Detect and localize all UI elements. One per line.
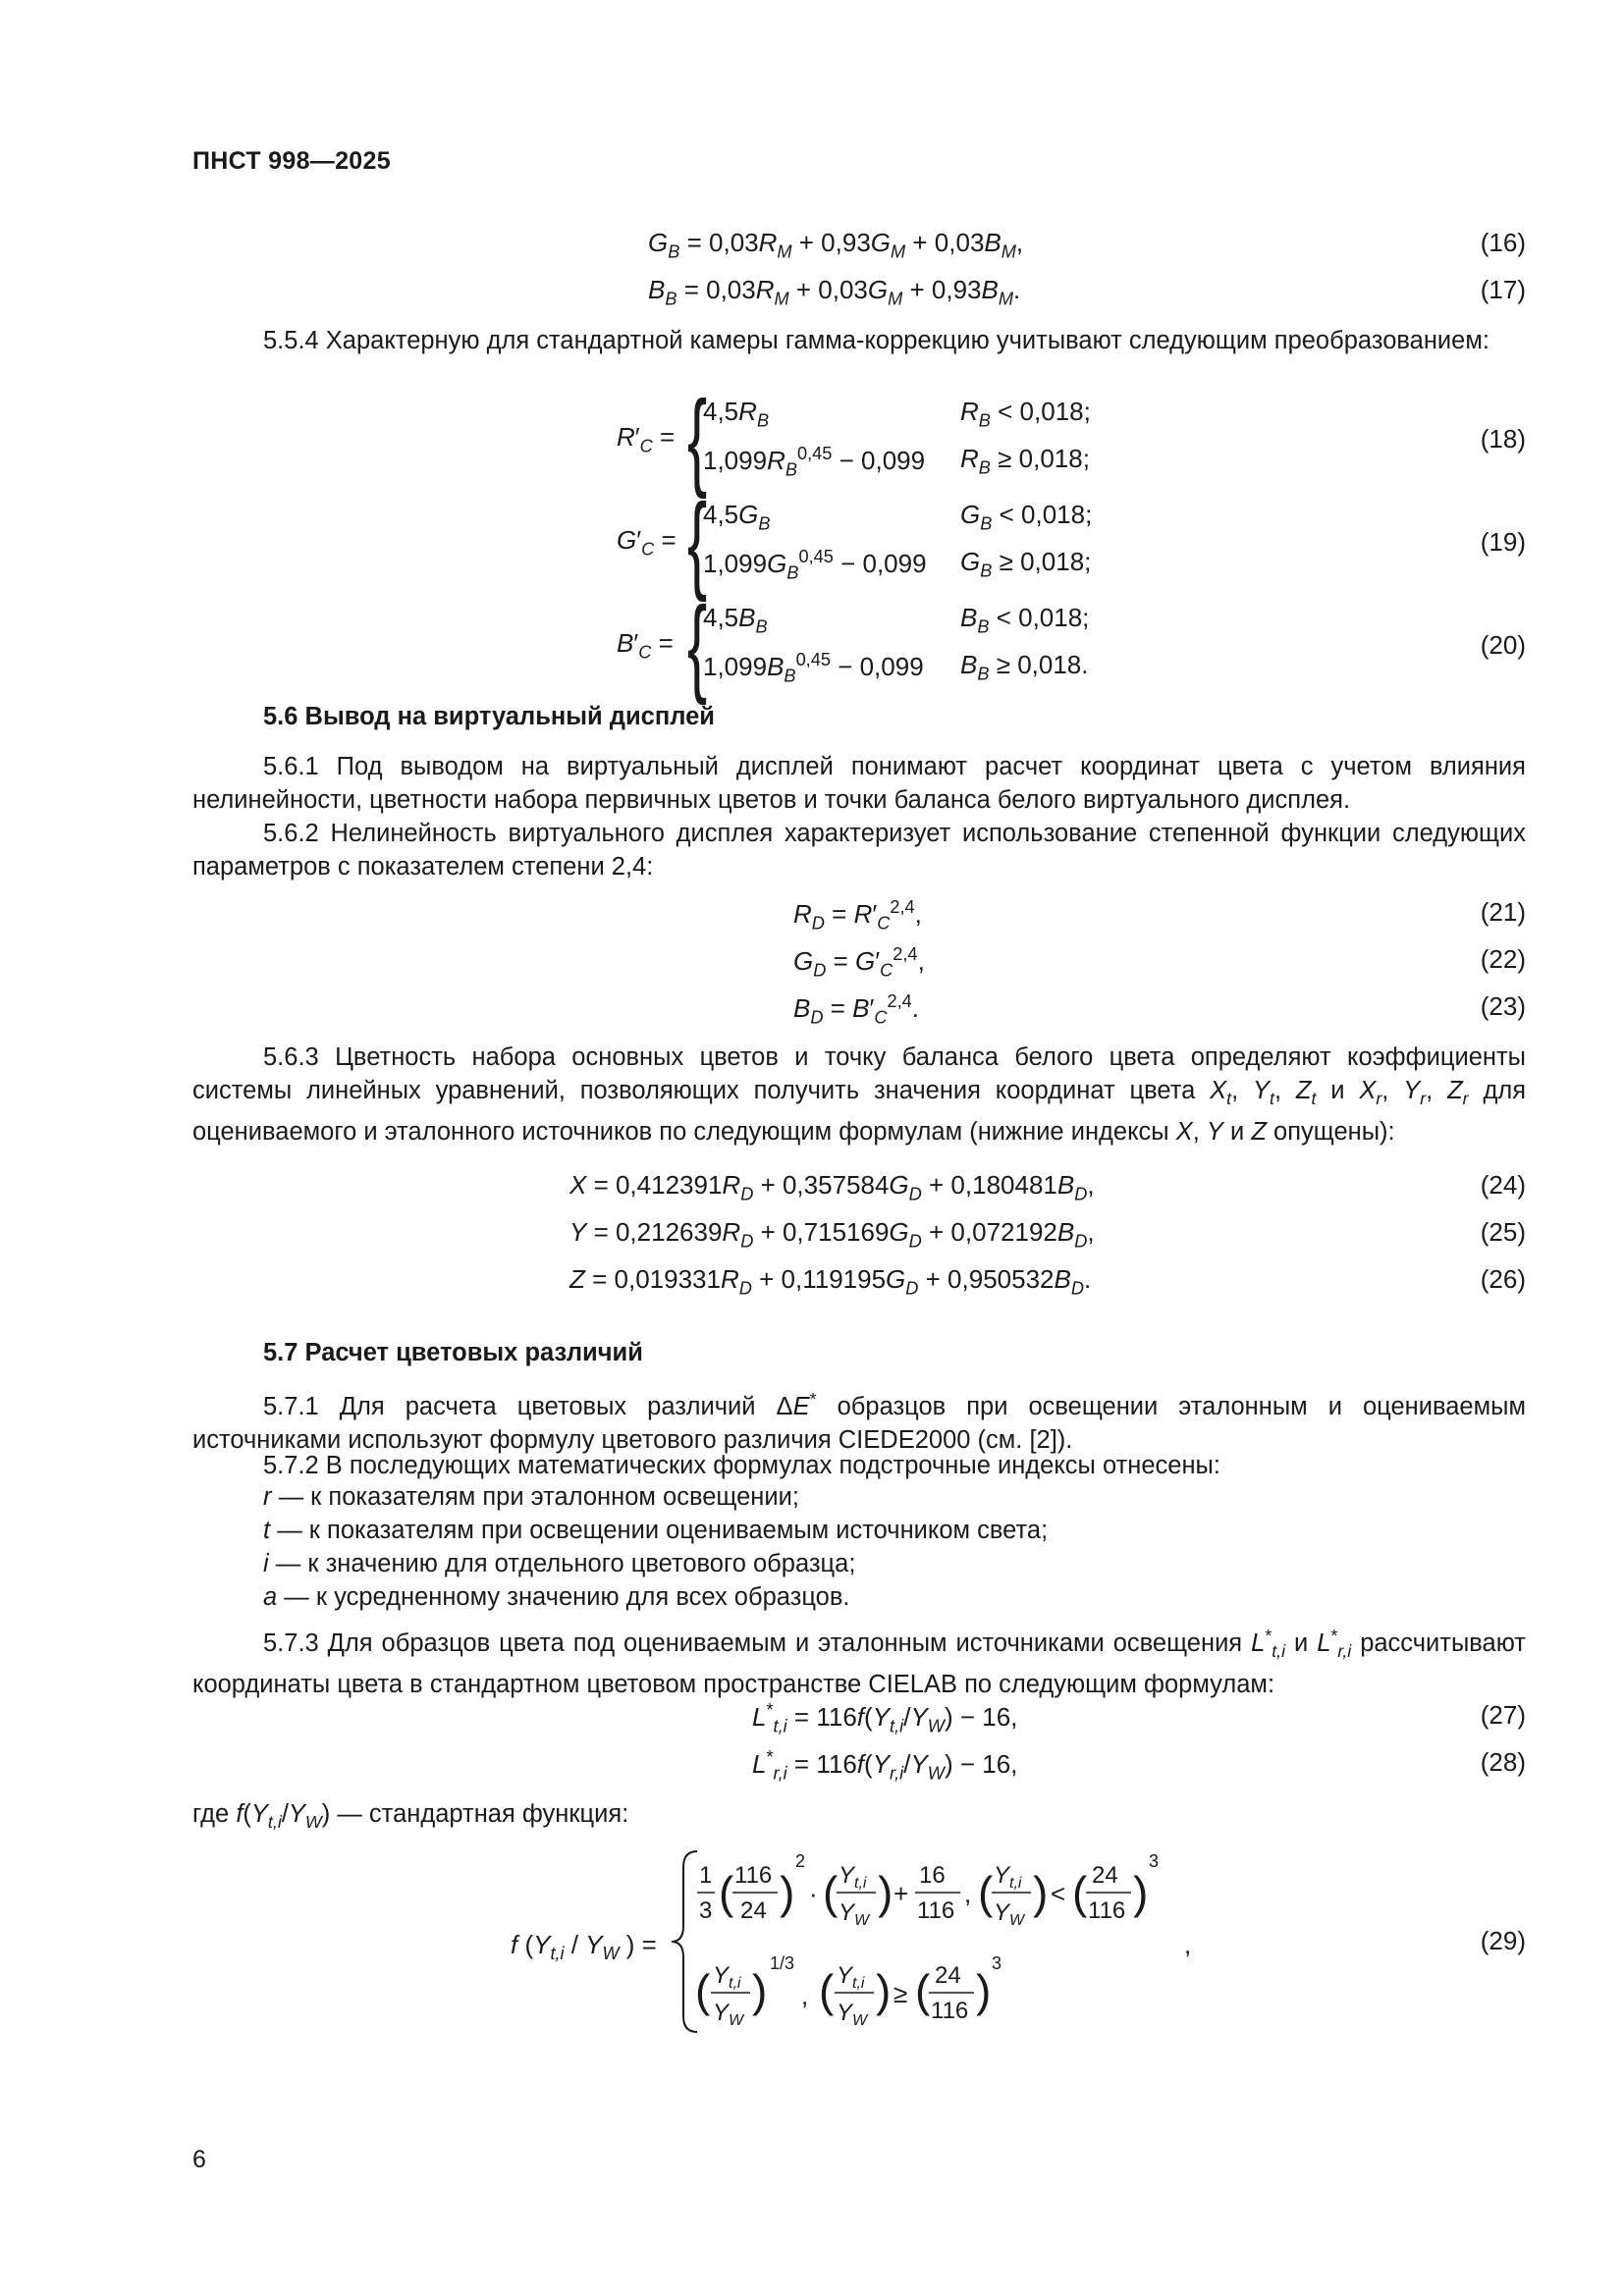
svg-text:): ) bbox=[1133, 1867, 1149, 1918]
equation-22: $G_D = G'_C^{2,4}$, bbox=[793, 944, 925, 981]
svg-text:116: 116 bbox=[734, 1862, 773, 1889]
equation-26: $Z = 0,019331R_D + 0,119195G_D + 0,950532B_D$. bbox=[569, 1264, 1092, 1299]
paragraph-5-7-3: 5.7.3 Для образцов цвета под оцениваемым и эталонным источниками освещения $L^*_{t,i}$ и $L^*_{r,i}$ рассчитывают координаты цвета в стандартном цветовом пространстве CIELAB по следующим формулам: bbox=[192, 1626, 1526, 1699]
svg-text:(: ( bbox=[915, 1965, 931, 2016]
equation-18-lhs: $R'_C$ = bbox=[617, 422, 676, 456]
paragraph-5-7-1: 5.7.1 Для расчета цветовых различий ΔE* образцов при освещении эталонным и оцениваемым источниками используют формулу цветового различия CIEDE2000 (см. [2]). bbox=[192, 1389, 1526, 1454]
equation-number: (27) bbox=[1480, 1700, 1526, 1730]
section-heading-5-6: 5.6 Вывод на виртуальный дисплей bbox=[263, 703, 715, 730]
equation-28: $L^*_{r,i} = 116f(Y_{r,i}/Y_W) - 16$, bbox=[752, 1747, 1018, 1784]
equation-number: (29) bbox=[1480, 1926, 1526, 1955]
svg-text:): ) bbox=[876, 1965, 892, 2016]
svg-text:(: ( bbox=[1072, 1867, 1088, 1918]
left-brace: { bbox=[687, 379, 708, 500]
svg-text:116: 116 bbox=[917, 1897, 955, 1924]
svg-text:3: 3 bbox=[1149, 1851, 1160, 1871]
svg-text:Yt,i: $Y_{t,i}$ bbox=[713, 1962, 741, 1992]
svg-text:(: ( bbox=[978, 1867, 994, 1918]
equation-number: (16) bbox=[1480, 228, 1526, 257]
svg-text:YW: $Y_W$ bbox=[994, 1899, 1025, 1929]
equation-number: (26) bbox=[1480, 1264, 1526, 1294]
equation-21: $R_D = R'_C^{2,4}$, bbox=[793, 897, 922, 934]
left-brace: { bbox=[687, 482, 708, 603]
document-header: ПНСТ 998—2025 bbox=[192, 147, 391, 175]
equation-16: $G_B = 0,03R_M + 0,93G_M + 0,03B_M$, bbox=[648, 228, 1024, 262]
svg-text:116: 116 bbox=[931, 1998, 969, 2024]
svg-text:3: 3 bbox=[992, 1953, 1002, 1973]
list-item: a — к усредненному значению для всех образцов. bbox=[263, 1583, 850, 1611]
equation-17: $B_B = 0,03R_M + 0,03G_M + 0,93B_M$. bbox=[648, 275, 1021, 309]
equation-number: (21) bbox=[1480, 897, 1526, 927]
equation-25: $Y = 0,212639R_D + 0,715169G_D + 0,072192B_D$, bbox=[569, 1217, 1095, 1252]
svg-text:Yt,i: $Y_{t,i}$ bbox=[839, 1862, 867, 1892]
equation-number: (17) bbox=[1480, 275, 1526, 304]
svg-text:(: ( bbox=[719, 1867, 734, 1918]
svg-text:): ) bbox=[752, 1965, 768, 2016]
svg-text:3: 3 bbox=[699, 1897, 713, 1924]
equation-number: (24) bbox=[1480, 1170, 1526, 1200]
svg-text:16: 16 bbox=[919, 1862, 946, 1889]
list-item: r — к показателям при эталонном освещении; bbox=[263, 1483, 799, 1511]
equation-23: $B_D = B'_C^{2,4}$. bbox=[793, 991, 920, 1028]
paragraph-5-6-1: 5.6.1 Под выводом на виртуальный дисплей понимают расчет координат цвета с учетом влияния нелинейности, цветности набора первичных цветов и точки баланса белого виртуального дисплея. bbox=[192, 753, 1526, 814]
svg-text:(: ( bbox=[695, 1965, 711, 2016]
svg-text:116: 116 bbox=[1088, 1897, 1126, 1924]
equation-number: (20) bbox=[1480, 630, 1526, 660]
equation-24: $X = 0,412391R_D + 0,357584G_D + 0,180481B_D$, bbox=[569, 1170, 1095, 1204]
svg-text:24: 24 bbox=[1092, 1862, 1118, 1889]
svg-text:f (Yt,i / YW ) =: f ($Y_{t,i} / Y_W$ ) = bbox=[511, 1930, 657, 1963]
svg-text:Yt,i: $Y_{t,i}$ bbox=[994, 1862, 1022, 1892]
list-item: i — к значению для отдельного цветового образца; bbox=[263, 1550, 856, 1577]
svg-text:): ) bbox=[780, 1867, 795, 1918]
svg-text:): ) bbox=[878, 1867, 893, 1918]
svg-text:·: · bbox=[809, 1879, 818, 1908]
svg-text:(: ( bbox=[819, 1965, 835, 2016]
svg-text:): ) bbox=[1033, 1867, 1049, 1918]
list-item: t — к показателям при освещении оцениваемым источником света; bbox=[263, 1517, 1049, 1544]
paragraph-5-7-2: 5.7.2 В последующих математических формулах подстрочные индексы отнесены: bbox=[263, 1452, 1220, 1479]
svg-text:,: , bbox=[964, 1879, 972, 1908]
where-clause: где $f(Y_{t,i}/Y_W)$ — стандартная функция: bbox=[192, 1800, 629, 1833]
svg-text:1: 1 bbox=[699, 1862, 713, 1889]
equation-number: (18) bbox=[1480, 424, 1526, 454]
svg-text:≥: ≥ bbox=[893, 1979, 908, 2008]
equation-19-lhs: $G'_C$ = bbox=[617, 525, 677, 560]
svg-text:,: , bbox=[801, 1981, 809, 2010]
svg-text:(: ( bbox=[823, 1867, 839, 1918]
equation-27: $L^*_{t,i} = 116f(Y_{t,i}/Y_W) - 16$, bbox=[752, 1700, 1018, 1736]
svg-text:2: 2 bbox=[795, 1851, 806, 1871]
paragraph-5-6-3: 5.6.3 Цветность набора основных цветов и точку баланса белого цвета определяют коэффициенты системы линейных уравнений, позволяющих получить значения координат цвета $X_t$, $Y_t$, $Z_t$ и $X_r$, $Y_r$, $Z_r$ для оцениваемого и эталонного источников по следующим формулам (нижние индексы X, Y и Z опущены): bbox=[192, 1043, 1527, 1147]
left-brace: { bbox=[687, 585, 708, 706]
equation-number: (22) bbox=[1480, 944, 1526, 974]
svg-text:YW: $Y_W$ bbox=[837, 2000, 868, 2029]
svg-text:YW: $Y_W$ bbox=[839, 1899, 870, 1929]
equation-20-lhs: $B'_C$ = bbox=[617, 628, 674, 663]
equation-number: (23) bbox=[1480, 991, 1526, 1021]
svg-text:Yt,i: $Y_{t,i}$ bbox=[837, 1962, 865, 1992]
svg-text:YW: $Y_W$ bbox=[713, 2000, 744, 2029]
paragraph-5-5-4: 5.5.4 Характерную для стандартной камеры гамма-коррекцию учитывают следующим преобразованием: bbox=[263, 327, 1489, 354]
section-heading-5-7: 5.7 Расчет цветовых различий bbox=[263, 1339, 643, 1366]
equation-number: (25) bbox=[1480, 1217, 1526, 1247]
equation-29 bbox=[491, 1843, 1276, 2040]
paragraph-5-6-2: 5.6.2 Нелинейность виртуального дисплея характеризует использование степенной функции следующих параметров с показателем степени 2,4: bbox=[192, 820, 1526, 881]
svg-text:24: 24 bbox=[740, 1897, 767, 1924]
svg-text:<: < bbox=[1051, 1879, 1066, 1908]
svg-text:1/3: 1/3 bbox=[770, 1953, 795, 1973]
svg-text:,: , bbox=[1184, 1930, 1192, 1959]
svg-text:24: 24 bbox=[935, 1962, 961, 1989]
svg-text:): ) bbox=[976, 1965, 992, 2016]
equation-number: (28) bbox=[1480, 1747, 1526, 1777]
page-number: 6 bbox=[192, 2146, 206, 2173]
equation-number: (19) bbox=[1480, 527, 1526, 557]
svg-text:+: + bbox=[893, 1879, 909, 1908]
